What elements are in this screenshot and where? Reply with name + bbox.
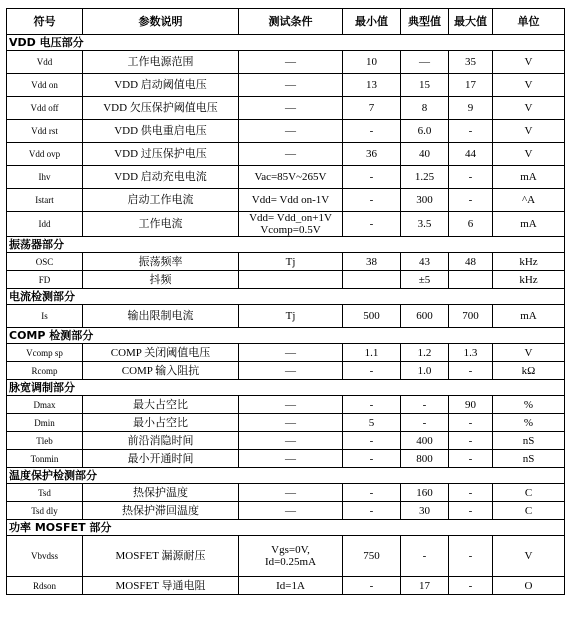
table-row bbox=[7, 253, 565, 271]
unit-cell: C bbox=[493, 484, 565, 502]
typ-cell: 800 bbox=[401, 450, 449, 468]
max-cell: 90 bbox=[449, 396, 493, 414]
table-row bbox=[7, 166, 565, 189]
description-cell: 工作电流 bbox=[83, 212, 239, 237]
min-cell: - bbox=[343, 484, 401, 502]
min-cell: 10 bbox=[343, 51, 401, 74]
max-cell: 44 bbox=[449, 143, 493, 166]
max-cell: 1.3 bbox=[449, 344, 493, 362]
unit-cell: O bbox=[493, 577, 565, 595]
typ-cell: 600 bbox=[401, 305, 449, 328]
max-cell: 35 bbox=[449, 51, 493, 74]
symbol-cell: OSC bbox=[7, 253, 83, 271]
typ-cell: 40 bbox=[401, 143, 449, 166]
typ-cell: 1.0 bbox=[401, 362, 449, 380]
symbol-cell: Tleb bbox=[7, 432, 83, 450]
description-cell: MOSFET 导通电阻 bbox=[83, 577, 239, 595]
typ-cell: 15 bbox=[401, 74, 449, 97]
typ-cell: 1.2 bbox=[401, 344, 449, 362]
unit-cell: % bbox=[493, 414, 565, 432]
max-cell: - bbox=[449, 362, 493, 380]
description-cell: 振荡频率 bbox=[83, 253, 239, 271]
symbol-cell: Vdd ovp bbox=[7, 143, 83, 166]
symbol-cell: Rcomp bbox=[7, 362, 83, 380]
description-cell: VDD 启动充电电流 bbox=[83, 166, 239, 189]
typ-cell: 1.25 bbox=[401, 166, 449, 189]
table-body bbox=[7, 35, 565, 595]
min-cell: 38 bbox=[343, 253, 401, 271]
table-row bbox=[7, 396, 565, 414]
condition-cell: — bbox=[239, 120, 343, 143]
max-cell: 17 bbox=[449, 74, 493, 97]
table-row bbox=[7, 502, 565, 520]
typ-cell: 30 bbox=[401, 502, 449, 520]
table-row bbox=[7, 189, 565, 212]
min-cell: 13 bbox=[343, 74, 401, 97]
table-row bbox=[7, 74, 565, 97]
condition-cell: Tj bbox=[239, 253, 343, 271]
unit-cell: V bbox=[493, 143, 565, 166]
min-cell: - bbox=[343, 166, 401, 189]
header-min: 最小值 bbox=[343, 9, 401, 35]
header-parameter: 参数说明 bbox=[83, 9, 239, 35]
section-title: VDD 电压部分 bbox=[7, 35, 565, 51]
min-cell: 5 bbox=[343, 414, 401, 432]
min-cell: - bbox=[343, 502, 401, 520]
unit-cell: kHz bbox=[493, 271, 565, 289]
symbol-cell: Vdd off bbox=[7, 97, 83, 120]
max-cell: - bbox=[449, 120, 493, 143]
table-row bbox=[7, 120, 565, 143]
typ-cell: 17 bbox=[401, 577, 449, 595]
description-cell: 前沿消隐时间 bbox=[83, 432, 239, 450]
condition-cell: Tj bbox=[239, 305, 343, 328]
max-cell: - bbox=[449, 166, 493, 189]
min-cell: - bbox=[343, 577, 401, 595]
spec-table-container bbox=[6, 8, 564, 595]
max-cell: - bbox=[449, 484, 493, 502]
max-cell: - bbox=[449, 577, 493, 595]
header-condition: 测试条件 bbox=[239, 9, 343, 35]
symbol-cell: Vcomp sp bbox=[7, 344, 83, 362]
symbol-cell: Rdson bbox=[7, 577, 83, 595]
typ-cell: 3.5 bbox=[401, 212, 449, 237]
symbol-cell: FD bbox=[7, 271, 83, 289]
unit-cell: ^A bbox=[493, 189, 565, 212]
section-header-row bbox=[7, 289, 565, 305]
table-row bbox=[7, 271, 565, 289]
table-row bbox=[7, 362, 565, 380]
description-cell: 启动工作电流 bbox=[83, 189, 239, 212]
min-cell: - bbox=[343, 450, 401, 468]
typ-cell: 300 bbox=[401, 189, 449, 212]
symbol-cell: Dmin bbox=[7, 414, 83, 432]
unit-cell: mA bbox=[493, 305, 565, 328]
description-cell: 工作电源范围 bbox=[83, 51, 239, 74]
symbol-cell: Vdd on bbox=[7, 74, 83, 97]
condition-cell: — bbox=[239, 344, 343, 362]
table-row bbox=[7, 484, 565, 502]
condition-cell: — bbox=[239, 396, 343, 414]
min-cell: 750 bbox=[343, 536, 401, 577]
description-cell: 最大占空比 bbox=[83, 396, 239, 414]
min-cell: - bbox=[343, 212, 401, 237]
symbol-cell: Istart bbox=[7, 189, 83, 212]
table-row bbox=[7, 536, 565, 577]
table-row bbox=[7, 212, 565, 237]
symbol-cell: Tsd dly bbox=[7, 502, 83, 520]
typ-cell: 160 bbox=[401, 484, 449, 502]
unit-cell: V bbox=[493, 120, 565, 143]
max-cell: 9 bbox=[449, 97, 493, 120]
symbol-cell: Is bbox=[7, 305, 83, 328]
table-row bbox=[7, 51, 565, 74]
unit-cell: V bbox=[493, 51, 565, 74]
typ-cell: 6.0 bbox=[401, 120, 449, 143]
symbol-cell: Idd bbox=[7, 212, 83, 237]
header-row bbox=[7, 9, 565, 35]
table-row bbox=[7, 577, 565, 595]
section-header-row bbox=[7, 380, 565, 396]
unit-cell: V bbox=[493, 536, 565, 577]
symbol-cell: Tonmin bbox=[7, 450, 83, 468]
min-cell: 36 bbox=[343, 143, 401, 166]
description-cell: VDD 过压保护电压 bbox=[83, 143, 239, 166]
typ-cell: - bbox=[401, 536, 449, 577]
max-cell: 700 bbox=[449, 305, 493, 328]
description-cell: VDD 启动阈值电压 bbox=[83, 74, 239, 97]
condition-cell: — bbox=[239, 432, 343, 450]
typ-cell: 43 bbox=[401, 253, 449, 271]
header-unit: 单位 bbox=[493, 9, 565, 35]
unit-cell: % bbox=[493, 396, 565, 414]
condition-cell: — bbox=[239, 502, 343, 520]
typ-cell: — bbox=[401, 51, 449, 74]
table-row bbox=[7, 305, 565, 328]
description-cell: 抖频 bbox=[83, 271, 239, 289]
max-cell bbox=[449, 271, 493, 289]
condition-cell: — bbox=[239, 484, 343, 502]
description-cell: 热保护温度 bbox=[83, 484, 239, 502]
description-cell: 热保护滞回温度 bbox=[83, 502, 239, 520]
description-cell: VDD 供电重启电压 bbox=[83, 120, 239, 143]
header-typ: 典型值 bbox=[401, 9, 449, 35]
symbol-cell: Dmax bbox=[7, 396, 83, 414]
unit-cell: mA bbox=[493, 212, 565, 237]
max-cell: 48 bbox=[449, 253, 493, 271]
description-cell: 最小占空比 bbox=[83, 414, 239, 432]
section-header-row bbox=[7, 35, 565, 51]
unit-cell: C bbox=[493, 502, 565, 520]
max-cell: - bbox=[449, 502, 493, 520]
min-cell: - bbox=[343, 396, 401, 414]
min-cell: - bbox=[343, 120, 401, 143]
electrical-characteristics-table bbox=[6, 8, 565, 595]
condition-cell: Vdd= Vdd on-1V bbox=[239, 189, 343, 212]
section-title: 功率 MOSFET 部分 bbox=[7, 520, 565, 536]
min-cell: - bbox=[343, 189, 401, 212]
symbol-cell: Vdd rst bbox=[7, 120, 83, 143]
section-header-row bbox=[7, 237, 565, 253]
symbol-cell: Vbvdss bbox=[7, 536, 83, 577]
typ-cell: ±5 bbox=[401, 271, 449, 289]
condition-cell bbox=[239, 271, 343, 289]
condition-cell: — bbox=[239, 143, 343, 166]
condition-cell: Vdd= Vdd_on+1V Vcomp=0.5V bbox=[239, 212, 343, 237]
unit-cell: nS bbox=[493, 432, 565, 450]
typ-cell: - bbox=[401, 414, 449, 432]
condition-cell: Vgs=0V, Id=0.25mA bbox=[239, 536, 343, 577]
max-cell: 6 bbox=[449, 212, 493, 237]
table-row bbox=[7, 414, 565, 432]
description-cell: COMP 输入阻抗 bbox=[83, 362, 239, 380]
description-cell: 输出限制电流 bbox=[83, 305, 239, 328]
unit-cell: mA bbox=[493, 166, 565, 189]
section-header-row bbox=[7, 468, 565, 484]
max-cell: - bbox=[449, 432, 493, 450]
min-cell bbox=[343, 271, 401, 289]
max-cell: - bbox=[449, 536, 493, 577]
section-title: COMP 检测部分 bbox=[7, 328, 565, 344]
section-header-row bbox=[7, 520, 565, 536]
unit-cell: V bbox=[493, 344, 565, 362]
symbol-cell: Ihv bbox=[7, 166, 83, 189]
min-cell: 7 bbox=[343, 97, 401, 120]
max-cell: - bbox=[449, 189, 493, 212]
section-title: 温度保护检测部分 bbox=[7, 468, 565, 484]
max-cell: - bbox=[449, 414, 493, 432]
description-cell: COMP 关闭阈值电压 bbox=[83, 344, 239, 362]
typ-cell: 400 bbox=[401, 432, 449, 450]
unit-cell: nS bbox=[493, 450, 565, 468]
description-cell: 最小开通时间 bbox=[83, 450, 239, 468]
table-row bbox=[7, 450, 565, 468]
table-row bbox=[7, 344, 565, 362]
condition-cell: — bbox=[239, 414, 343, 432]
section-title: 脉宽调制部分 bbox=[7, 380, 565, 396]
min-cell: 500 bbox=[343, 305, 401, 328]
header-max: 最大值 bbox=[449, 9, 493, 35]
condition-cell: — bbox=[239, 450, 343, 468]
min-cell: - bbox=[343, 362, 401, 380]
section-header-row bbox=[7, 328, 565, 344]
table-row bbox=[7, 143, 565, 166]
section-title: 振荡器部分 bbox=[7, 237, 565, 253]
symbol-cell: Tsd bbox=[7, 484, 83, 502]
min-cell: - bbox=[343, 432, 401, 450]
description-cell: VDD 欠压保护阈值电压 bbox=[83, 97, 239, 120]
table-row bbox=[7, 97, 565, 120]
condition-cell: Vac=85V~265V bbox=[239, 166, 343, 189]
condition-cell: — bbox=[239, 362, 343, 380]
description-cell: MOSFET 漏源耐压 bbox=[83, 536, 239, 577]
unit-cell: kΩ bbox=[493, 362, 565, 380]
condition-cell: — bbox=[239, 51, 343, 74]
symbol-cell: Vdd bbox=[7, 51, 83, 74]
condition-cell: — bbox=[239, 97, 343, 120]
min-cell: 1.1 bbox=[343, 344, 401, 362]
typ-cell: - bbox=[401, 396, 449, 414]
section-title: 电流检测部分 bbox=[7, 289, 565, 305]
header-symbol: 符号 bbox=[7, 9, 83, 35]
max-cell: - bbox=[449, 450, 493, 468]
typ-cell: 8 bbox=[401, 97, 449, 120]
table-row bbox=[7, 432, 565, 450]
unit-cell: V bbox=[493, 97, 565, 120]
condition-cell: — bbox=[239, 74, 343, 97]
unit-cell: V bbox=[493, 74, 565, 97]
condition-cell: Id=1A bbox=[239, 577, 343, 595]
unit-cell: kHz bbox=[493, 253, 565, 271]
